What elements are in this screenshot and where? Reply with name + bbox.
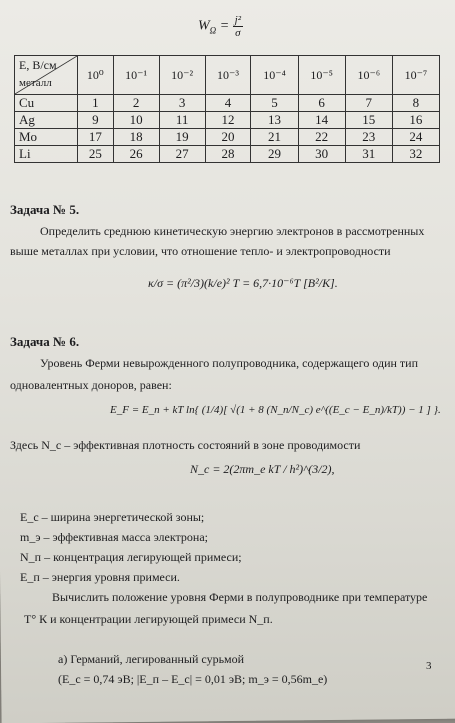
joule-heat-formula (198, 14, 243, 39)
task5-text-line2: выше металлах при условии, что отношение тепло- и электропроводности (10, 244, 391, 258)
table-row (15, 112, 440, 129)
table-cell: 21 (251, 129, 298, 146)
table-cell: 12 (205, 112, 251, 129)
table-cell: 19 (159, 129, 205, 146)
variant-table (14, 55, 440, 163)
metal-name: Ag (15, 112, 78, 129)
table-cell: 2 (113, 95, 159, 112)
table-corner-cell (15, 56, 78, 95)
task5-title: Задача № 5. (10, 202, 80, 217)
table-cell: 7 (345, 95, 392, 112)
fraction-denominator: σ (235, 27, 241, 39)
table-cell: 1 (78, 95, 114, 112)
formula-subscript: Ω (209, 25, 217, 36)
task6-text-line5: T° К и концентрации легирующей примеси N_п. (24, 612, 273, 626)
table-cell: 16 (392, 112, 439, 129)
column-header: 10⁻⁶ (345, 56, 392, 95)
table-cell: 30 (298, 146, 345, 163)
table-header-row (15, 56, 440, 95)
table-cell: 4 (205, 95, 251, 112)
column-header: 10⁻⁵ (298, 56, 345, 95)
task6-item-a-line2: (E_c = 0,74 эВ; |E_п – E_c| = 0,01 эВ; m_э = 0,56m_e) (58, 672, 328, 686)
table-cell: 18 (113, 129, 159, 146)
fraction-numerator: j² (234, 14, 241, 26)
table-cell: 5 (251, 95, 298, 112)
table-cell: 29 (251, 146, 298, 163)
table-cell: 10 (113, 112, 159, 129)
fermi-level-formula: E_F = E_п + kT ln{ (1/4)[ √(1 + 8 (N_п/N_c) e^((E_c − E_п)/kT)) − 1 ] }. (110, 404, 441, 416)
table-cell: 9 (78, 112, 114, 129)
density-of-states-formula: N_c = 2(2πm_e kT / h²)^(3/2), (190, 462, 335, 476)
task6-text-line2: одновалентных доноров, равен: (10, 378, 172, 392)
table-cell: 22 (298, 129, 345, 146)
column-header: 10⁰ (78, 56, 114, 95)
header-metal-label: металл (19, 77, 52, 89)
table-row (15, 129, 440, 146)
column-header: 10⁻¹ (113, 56, 159, 95)
table-cell: 15 (345, 112, 392, 129)
table-cell: 32 (392, 146, 439, 163)
table-cell: 13 (251, 112, 298, 129)
table-cell: 3 (159, 95, 205, 112)
task6-text-line1: Уровень Ферми невырожденного полупроводника, содержащего один тип (40, 356, 419, 370)
table-cell: 27 (159, 146, 205, 163)
table-cell: 17 (78, 129, 114, 146)
formula-lhs: W (198, 18, 210, 34)
page-number: 3 (426, 660, 432, 672)
metal-name: Mo (15, 129, 78, 146)
table-row (15, 146, 440, 163)
table-cell: 25 (78, 146, 114, 163)
column-header: 10⁻⁴ (251, 56, 298, 95)
column-header: 10⁻⁷ (392, 56, 439, 95)
definition-item: m_э – эффективная масса электрона; (20, 530, 208, 544)
formula-fraction (233, 14, 243, 39)
table-cell: 20 (205, 129, 251, 146)
task5-formula: κ/σ = (π²/3)(k/e)² T = 6,7·10⁻⁶T [В²/К]. (148, 276, 338, 290)
header-field-label: E, В/см (19, 58, 57, 72)
task6-text-line4: Вычислить положение уровня Ферми в полупроводнике при температуре (52, 590, 428, 604)
task6-item-a-line1: а) Германий, легированный сурьмой (58, 652, 245, 666)
table-cell: 8 (392, 95, 439, 112)
table-cell: 28 (205, 146, 251, 163)
equals-sign: = (219, 18, 230, 34)
table-cell: 31 (345, 146, 392, 163)
table-cell: 11 (159, 112, 205, 129)
task6-text-line3: Здесь N_c – эффективная плотность состояний в зоне проводимости (10, 438, 361, 452)
definition-item: E_п – энергия уровня примеси. (20, 570, 180, 584)
definition-item: E_c – ширина энергетической зоны; (20, 510, 205, 524)
table-cell: 14 (298, 112, 345, 129)
table-cell: 6 (298, 95, 345, 112)
column-header: 10⁻² (159, 56, 205, 95)
metal-name: Cu (15, 95, 78, 112)
definition-item: N_п – концентрация легирующей примеси; (20, 550, 242, 564)
column-header: 10⁻³ (205, 56, 251, 95)
metal-name: Li (15, 146, 78, 163)
table-cell: 24 (392, 129, 439, 146)
table-row (15, 95, 440, 112)
table-cell: 23 (345, 129, 392, 146)
table-cell: 26 (113, 146, 159, 163)
task5-text-line1: Определить среднюю кинетическую энергию электронов в рассмотренных (40, 224, 425, 238)
task6-title: Задача № 6. (10, 334, 80, 349)
